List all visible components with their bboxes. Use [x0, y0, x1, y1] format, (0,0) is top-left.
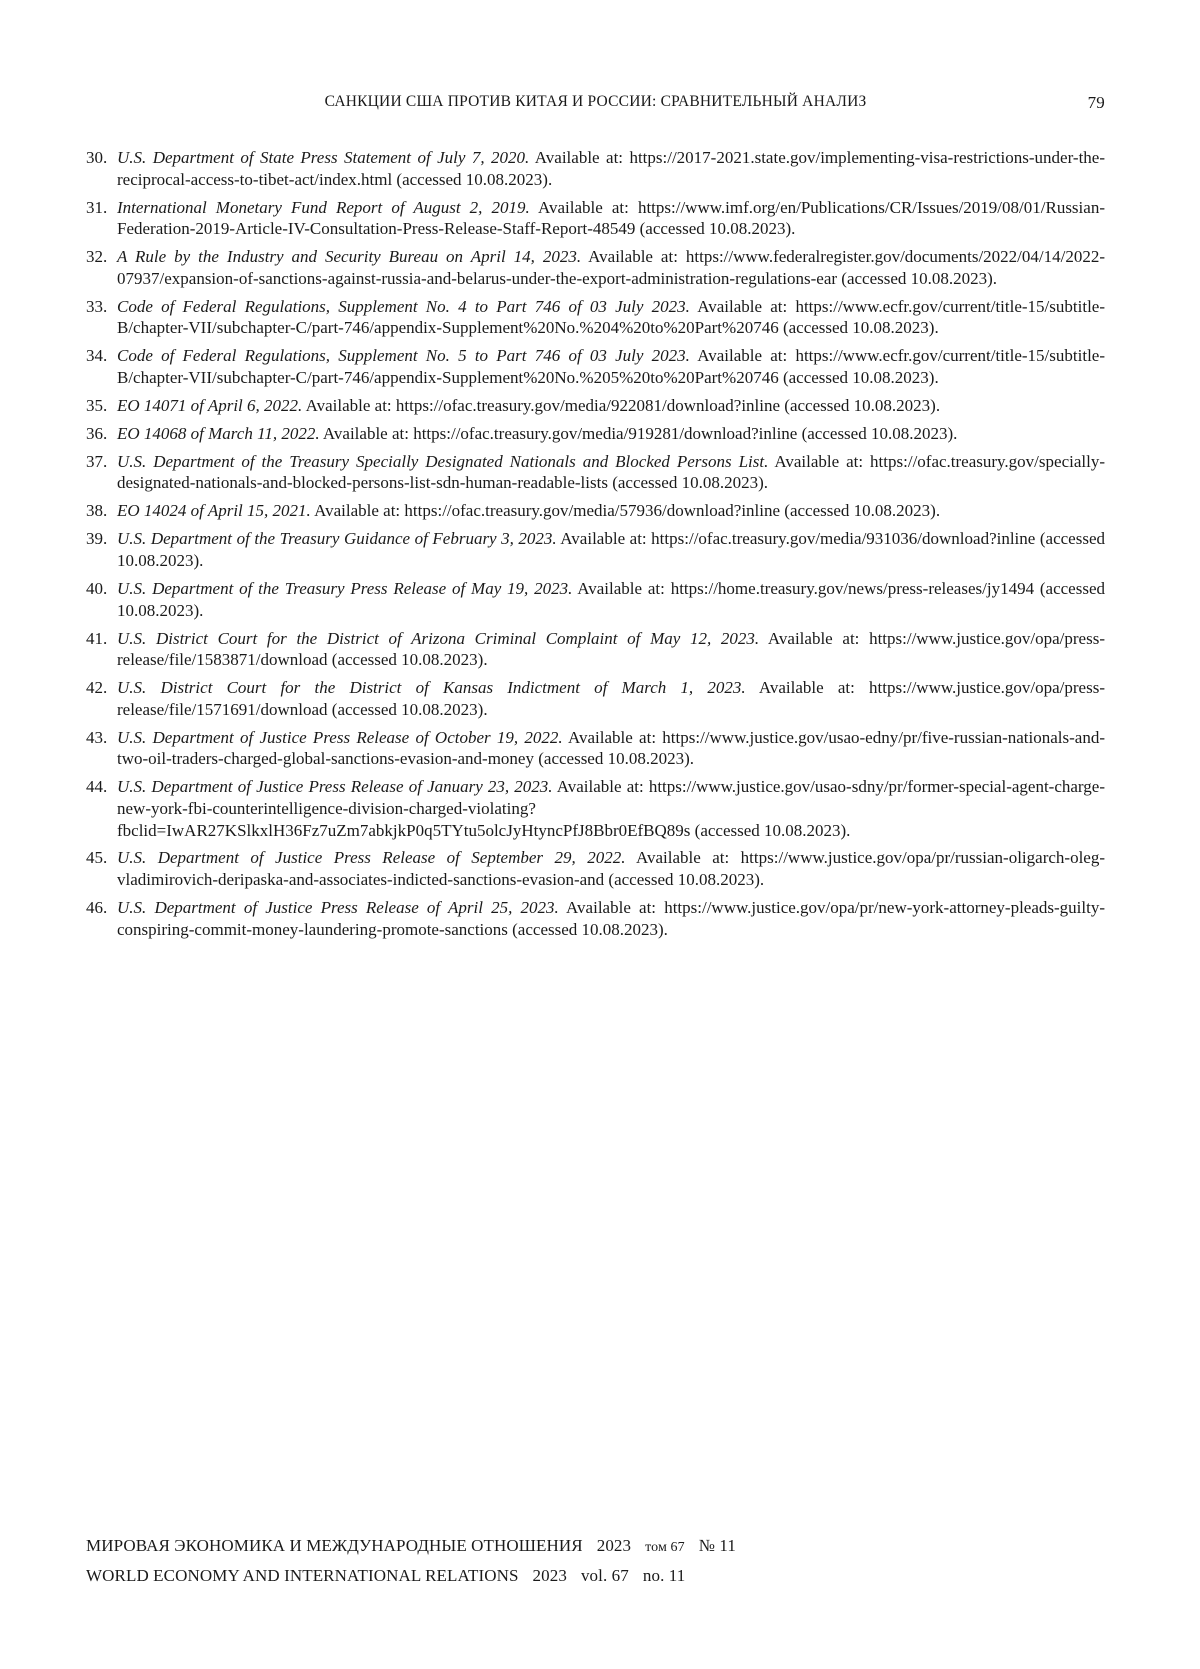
reference-title: U.S. Department of Justice Press Release of September 29, 2022.: [117, 848, 626, 868]
reference-body: Available at: https://www.ecfr.gov/current/title-15/subtitle-B/chapter-VII/subchapter-C/part-746/appendix-Supplement%20No.%204%20to%20Part%20746 (accessed 10.08.2023).: [117, 296, 1105, 338]
reference-number: 31.: [86, 197, 108, 217]
reference-number: 34.: [86, 346, 108, 366]
reference-item: [86, 296, 1105, 339]
reference-item: [86, 500, 1105, 522]
reference-body: Available at: https://www.justice.gov/opa/press-release/file/1583871/download (accessed 10.08.2023).: [117, 628, 1105, 670]
footer-journal-en: WORLD ECONOMY AND INTERNATIONAL RELATIONS: [86, 1566, 519, 1585]
reference-body: Available at: https://www.justice.gov/opa/press-release/file/1571691/download (accessed 10.08.2023).: [117, 678, 1105, 719]
reference-number: 36.: [86, 423, 108, 443]
reference-item: [86, 395, 1105, 417]
reference-title: U.S. Department of Justice Press Release of October 19, 2022.: [117, 727, 563, 747]
reference-number: 32.: [86, 247, 108, 267]
reference-body: Available at: https://www.ecfr.gov/current/title-15/subtitle-B/chapter-VII/subchapter-C/part-746/appendix-Supplement%20No.%205%20to%20Part%20746 (accessed 10.08.2023).: [117, 346, 1105, 387]
reference-number: 46.: [86, 898, 108, 918]
running-head: [86, 93, 1105, 119]
reference-body: Available at: https://www.justice.gov/usao-edny/pr/five-russian-nationals-and-two-oil-traders-charged-global-sanctions-evasion-and-money (accessed 10.08.2023).: [117, 727, 1105, 769]
reference-title: U.S. Department of the Treasury Guidance of February 3, 2023.: [117, 529, 557, 549]
reference-title: EO 14024 of April 15, 2021.: [117, 501, 311, 521]
reference-title: U.S. Department of Justice Press Release of January 23, 2023.: [117, 777, 553, 797]
reference-item: [86, 677, 1105, 720]
reference-title: Code of Federal Regulations, Supplement No. 5 to Part 746 of 03 July 2023.: [117, 346, 690, 366]
footer-issue-en: no. 11: [642, 1566, 686, 1585]
reference-body: Available at: https://2017-2021.state.gov/implementing-visa-restrictions-under-the-reciprocal-access-to-tibet-act/index.html (accessed 10.08.2023).: [117, 148, 1106, 189]
journal-footer: [86, 1532, 736, 1590]
reference-item: [86, 727, 1105, 770]
footer-issue-ru: № 11: [698, 1536, 737, 1555]
reference-number: 44.: [86, 777, 108, 797]
reference-number: 40.: [86, 579, 108, 598]
reference-item: [86, 628, 1105, 671]
footer-volume-ru: том 67: [645, 1540, 685, 1555]
reference-number: 41.: [86, 628, 108, 648]
reference-item: [86, 897, 1105, 940]
footer-year-en: 2023: [532, 1566, 567, 1585]
reference-body: Available at: https://ofac.treasury.gov/media/57936/download?inline (accessed 10.08.2023).: [310, 501, 941, 521]
reference-body: Available at: https://ofac.treasury.gov/specially-designated-nationals-and-blocked-persons-list-sdn-human-readable-lists (accessed 10.08.2023).: [117, 451, 1105, 493]
reference-item: [86, 847, 1105, 890]
reference-body: Available at: https://home.treasury.gov/news/press-releases/jy1494 (accessed 10.08.2023).: [117, 579, 1105, 620]
reference-title: U.S. District Court for the District of Kansas Indictment of March 1, 2023.: [117, 678, 746, 698]
reference-number: 38.: [86, 501, 108, 521]
footer-line-en: [86, 1562, 736, 1590]
reference-body: Available at: https://www.federalregister.gov/documents/2022/04/14/2022-07937/expansion-of-sanctions-against-russia-and-belarus-under-the-export-administration-regulations-ear (accessed 10.08.2023).: [117, 247, 1105, 288]
reference-body: Available at: https://www.imf.org/en/Publications/CR/Issues/2019/08/01/Russian-Federation-2019-Article-IV-Consultation-Press-Release-Staff-Report-48549 (accessed 10.08.2023).: [117, 197, 1105, 239]
reference-title: U.S. Department of State Press Statement of July 7, 2020.: [117, 148, 530, 167]
page-number: 79: [1087, 93, 1105, 112]
reference-item: [86, 578, 1105, 621]
reference-title: U.S. Department of Justice Press Release of April 25, 2023.: [117, 898, 559, 918]
reference-item: [86, 451, 1105, 494]
reference-item: [86, 776, 1105, 841]
reference-item: [86, 345, 1105, 388]
reference-title: International Monetary Fund Report of August 2, 2019.: [117, 197, 530, 217]
reference-item: [86, 528, 1105, 571]
reference-number: 35.: [86, 395, 108, 415]
reference-number: 43.: [86, 727, 108, 747]
reference-number: 42.: [86, 678, 108, 698]
reference-number: 33.: [86, 296, 108, 316]
footer-line-ru: [86, 1532, 736, 1562]
reference-title: U.S. Department of the Treasury Press Release of May 19, 2023.: [117, 579, 573, 598]
footer-journal-ru: МИРОВАЯ ЭКОНОМИКА И МЕЖДУНАРОДНЫЕ ОТНОШЕНИЯ: [86, 1536, 583, 1555]
reference-number: 45.: [86, 848, 108, 868]
reference-item: [86, 147, 1105, 190]
reference-number: 30.: [86, 148, 108, 167]
reference-list: [86, 147, 1105, 947]
footer-volume-en: vol. 67: [580, 1566, 629, 1585]
reference-body: Available at: https://www.justice.gov/usao-sdny/pr/former-special-agent-charge-new-york-fbi-counterintelligence-division-charged-violating?fbclid=IwAR27KSlkxlH36Fz7uZm7abkjkP0q5TYtu5olcJyHtyncPfJ8Bbr0EfBQ89s (accessed 10.08.2023).: [117, 777, 1105, 840]
reference-body: Available at: https://ofac.treasury.gov/media/919281/download?inline (accessed 10.08.2023).: [319, 423, 958, 443]
reference-title: EO 14068 of March 11, 2022.: [117, 423, 320, 443]
reference-body: Available at: https://ofac.treasury.gov/media/922081/download?inline (accessed 10.08.2023).: [302, 395, 941, 415]
reference-number: 37.: [86, 451, 108, 471]
footer-year-ru: 2023: [596, 1536, 632, 1555]
reference-title: Code of Federal Regulations, Supplement No. 4 to Part 746 of 03 July 2023.: [117, 296, 690, 316]
reference-body: Available at: https://www.justice.gov/opa/pr/new-york-attorney-pleads-guilty-conspiring-commit-money-laundering-promote-sanctions (accessed 10.08.2023).: [117, 898, 1105, 939]
reference-item: [86, 423, 1105, 445]
reference-body: Available at: https://www.justice.gov/opa/pr/russian-oligarch-oleg-vladimirovich-deripaska-and-associates-indicted-sanctions-evasion-and (accessed 10.08.2023).: [117, 848, 1106, 890]
reference-body: Available at: https://ofac.treasury.gov/media/931036/download?inline (accessed 10.08.2023).: [117, 529, 1105, 571]
reference-title: EO 14071 of April 6, 2022.: [117, 395, 303, 415]
reference-number: 39.: [86, 529, 108, 549]
running-head-title: САНКЦИИ США ПРОТИВ КИТАЯ И РОССИИ: СРАВНИТЕЛЬНЫЙ АНАЛИЗ: [324, 93, 867, 110]
reference-title: U.S. District Court for the District of Arizona Criminal Complaint of May 12, 2023.: [117, 628, 760, 648]
reference-title: U.S. Department of the Treasury Specially Designated Nationals and Blocked Persons List.: [117, 451, 769, 471]
reference-item: [86, 246, 1105, 289]
reference-item: [86, 197, 1105, 240]
reference-title: A Rule by the Industry and Security Bureau on April 14, 2023.: [117, 247, 582, 267]
